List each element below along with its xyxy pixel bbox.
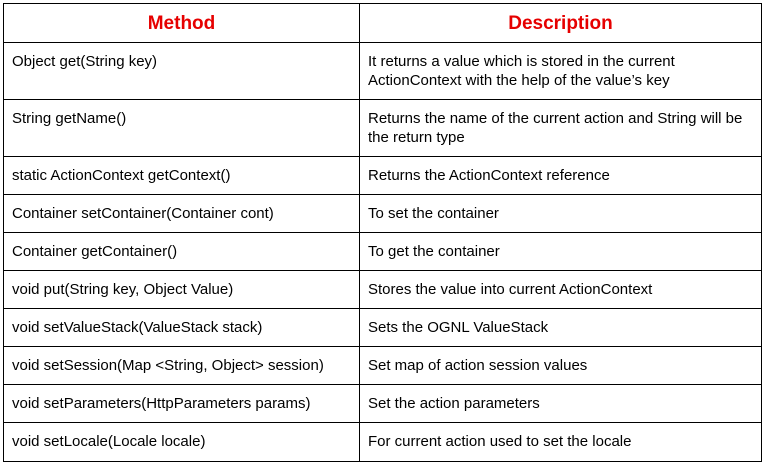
description-cell: To set the container <box>360 195 762 233</box>
description-cell: To get the container <box>360 233 762 271</box>
method-cell: static ActionContext getContext() <box>4 157 360 195</box>
table-row <box>4 43 762 100</box>
table-row <box>4 271 762 309</box>
table-header-row <box>4 4 762 43</box>
method-cell: void setLocale(Locale locale) <box>4 423 360 462</box>
method-cell: void setSession(Map <String, Object> session) <box>4 347 360 385</box>
method-cell: void put(String key, Object Value) <box>4 271 360 309</box>
method-cell: void setParameters(HttpParameters params) <box>4 385 360 423</box>
description-cell: Returns the name of the current action and String will be the return type <box>360 100 762 157</box>
method-cell: Container setContainer(Container cont) <box>4 195 360 233</box>
description-cell: Returns the ActionContext reference <box>360 157 762 195</box>
header-description: Description <box>360 4 762 43</box>
method-cell: Container getContainer() <box>4 233 360 271</box>
description-cell: For current action used to set the locale <box>360 423 762 462</box>
table-row <box>4 195 762 233</box>
method-table <box>3 3 762 462</box>
description-cell: It returns a value which is stored in the current ActionContext with the help of the value’s key <box>360 43 762 100</box>
description-cell: Sets the OGNL ValueStack <box>360 309 762 347</box>
method-cell: String getName() <box>4 100 360 157</box>
method-cell: void setValueStack(ValueStack stack) <box>4 309 360 347</box>
table-row <box>4 385 762 423</box>
method-cell: Object get(String key) <box>4 43 360 100</box>
description-cell: Stores the value into current ActionContext <box>360 271 762 309</box>
table-row <box>4 309 762 347</box>
description-cell: Set the action parameters <box>360 385 762 423</box>
table-row <box>4 423 762 462</box>
table-row <box>4 347 762 385</box>
table-row <box>4 233 762 271</box>
table-row <box>4 100 762 157</box>
description-cell: Set map of action session values <box>360 347 762 385</box>
header-method: Method <box>4 4 360 43</box>
method-table-container <box>3 3 761 462</box>
table-row <box>4 157 762 195</box>
